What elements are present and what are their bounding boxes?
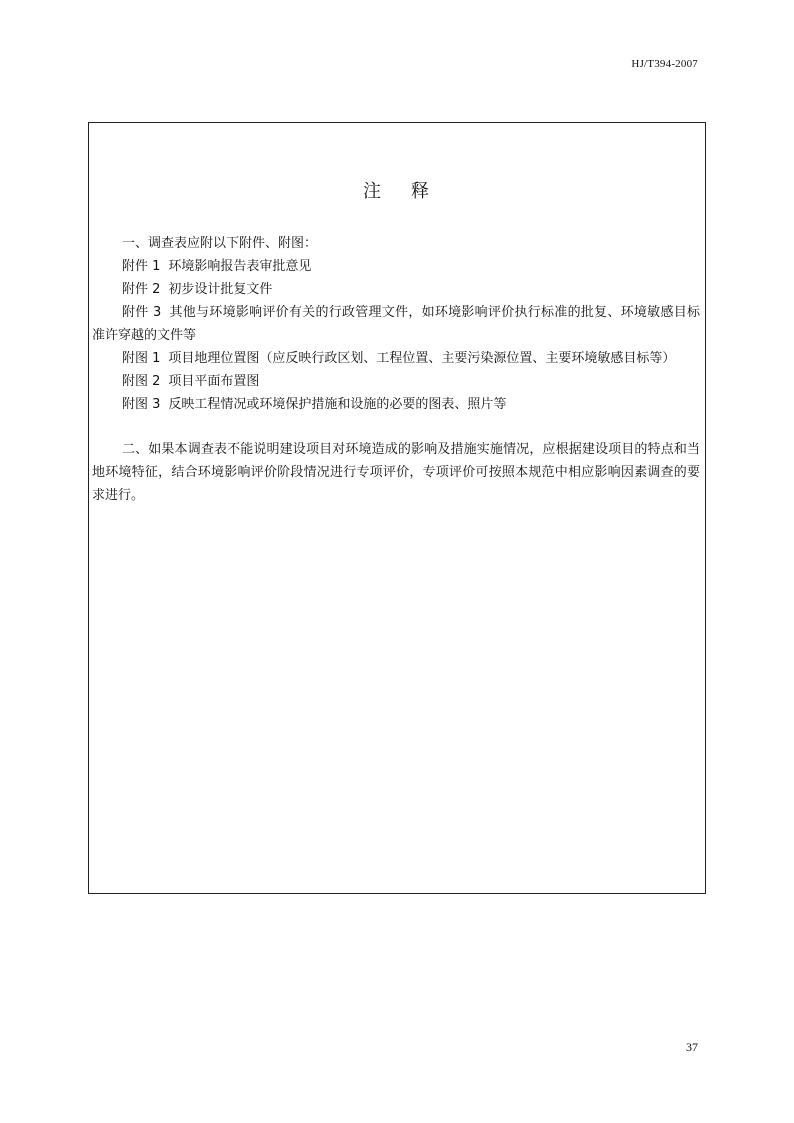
figure-1 [92, 347, 700, 370]
attachment-3 [92, 301, 700, 347]
figure-2 [92, 370, 700, 393]
note-content [92, 232, 700, 507]
attachment-1-label: 附件 1 [122, 259, 161, 274]
figure-3-text: 反映工程情况或环境保护措施和设施的必要的图表、照片等 [168, 397, 507, 412]
attachment-3-label: 附件 3 [122, 305, 162, 320]
intro-paragraph-1: 一、调查表应附以下附件、附图： [122, 236, 318, 251]
intro-paragraph-2: 二、如果本调查表不能说明建设项目对环境造成的影响及措施实施情况，应根据建设项目的特点和当地环境特征，结合环境影响评价阶段情况进行专项评价，专项评价可按照本规范中相应影响因素调查的要求进行。 [92, 442, 700, 503]
title-right-char: 释 [411, 181, 431, 202]
attachment-2 [92, 278, 700, 301]
attachment-2-text: 初步设计批复文件 [168, 282, 273, 297]
page-number: 37 [686, 1040, 698, 1054]
title-left-char: 注 [363, 181, 383, 202]
figure-1-label: 附图 1 [122, 351, 161, 366]
paragraph-spacer [92, 416, 700, 438]
figure-3-label: 附图 3 [122, 397, 161, 412]
attachment-1 [92, 255, 700, 278]
figure-2-text: 项目平面布置图 [168, 374, 260, 389]
attachment-3-text: 其他与环境影响评价有关的行政管理文件，如环境影响评价执行标准的批复、环境敏感目标准许穿越的文件等 [92, 305, 700, 343]
figure-3 [92, 393, 700, 416]
attachment-2-label: 附件 2 [122, 282, 161, 297]
document-header-code: HJ/T394-2007 [631, 58, 698, 70]
note-title [88, 177, 706, 203]
attachment-1-text: 环境影响报告表审批意见 [168, 259, 312, 274]
figure-2-label: 附图 2 [122, 374, 161, 389]
figure-1-text: 项目地理位置图（应反映行政区划、工程位置、主要污染源位置、主要环境敏感目标等） [168, 351, 676, 366]
